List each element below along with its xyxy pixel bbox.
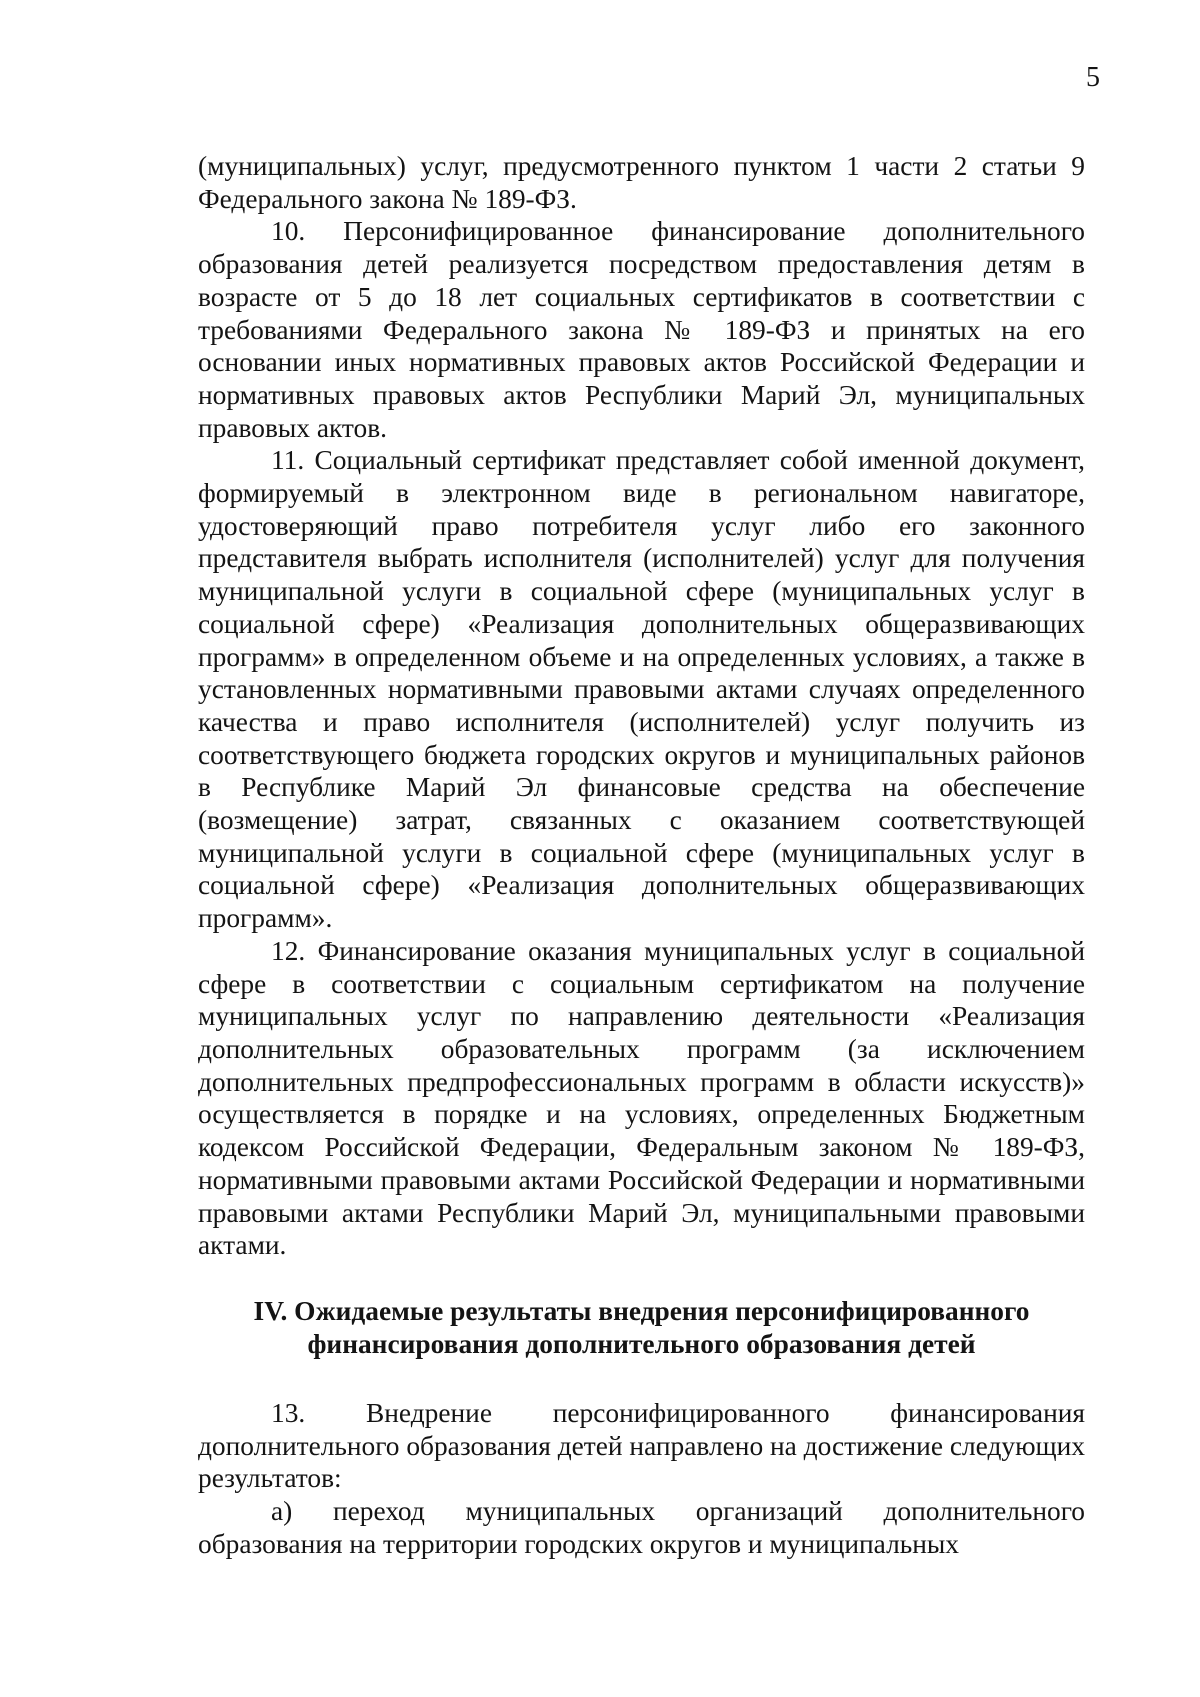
page-number: 5 [1086,62,1100,93]
paragraph-item-12: 12. Финансирование оказания муниципальных услуг в социальной сфере в соответствии с социальным сертификатом на получение муниципальных услуг по направлению деятельности «Реализация дополнительных образовательных программ (за исключением дополнительных предпрофессиональных программ в области искусств)» осуществляется в порядке и на условиях, определенных Бюджетным кодексом Российской Федерации, Федеральным законом № 189-ФЗ, нормативными правовыми актами Российской Федерации и нормативными правовыми актами Республики Марий Эл, муниципальными правовыми актами. [198,935,1085,1261]
section-heading-line-1: IV. Ожидаемые результаты внедрения персонифицированного [253,1296,1030,1326]
paragraph-continuation: (муниципальных) услуг, предусмотренного пунктом 1 части 2 статьи 9 Федерального закона № 189-ФЗ. [198,151,1085,214]
paragraph-item-11: 11. Социальный сертификат представляет собой именной документ, формируемый в электронном виде в региональном навигаторе, удостоверяющий право потребителя услуг либо его законного представителя выбрать исполнителя (исполнителей) услуг для получения муниципальной услуги в социальной сфере (муниципальных услуг в социальной сфере) «Реализация дополнительных общеразвивающих программ» в определенном объеме и на определенных условиях, а также в установленных нормативными правовыми актами случаях определенного качества и право исполнителя (исполнителей) услуг получить из соответствующего бюджета городских округов и муниципальных районов в Республике Марий Эл финансовые средства на обеспечение (возмещение) затрат, связанных с оказанием соответствующей муниципальной услуги в социальной сфере (муниципальных услуг в социальной сфере) «Реализация дополнительных общеразвивающих программ». [198,445,1085,934]
paragraph-item-13a: а) переход муниципальных организаций дополнительного образования на территории городских округов и муниципальных [198,1496,1085,1559]
body-text-bottom [198,1397,1085,1561]
section-heading [198,1295,1085,1361]
section-heading-line-2: финансирования дополнительного образования детей [307,1329,976,1359]
body-text-top [198,150,1085,1262]
paragraph-item-10: 10. Персонифицированное финансирование дополнительного образования детей реализуется посредством предоставления детям в возрасте от 5 до 18 лет социальных сертификатов в соответствии с требованиями Федерального закона № 189-ФЗ и принятых на его основании иных нормативных правовых актов Российской Федерации и нормативных правовых актов Республики Марий Эл, муниципальных правовых актов. [198,216,1085,443]
paragraph-item-13: 13. Внедрение персонифицированного финансирования дополнительного образования детей направлено на достижение следующих результатов: [198,1398,1085,1494]
